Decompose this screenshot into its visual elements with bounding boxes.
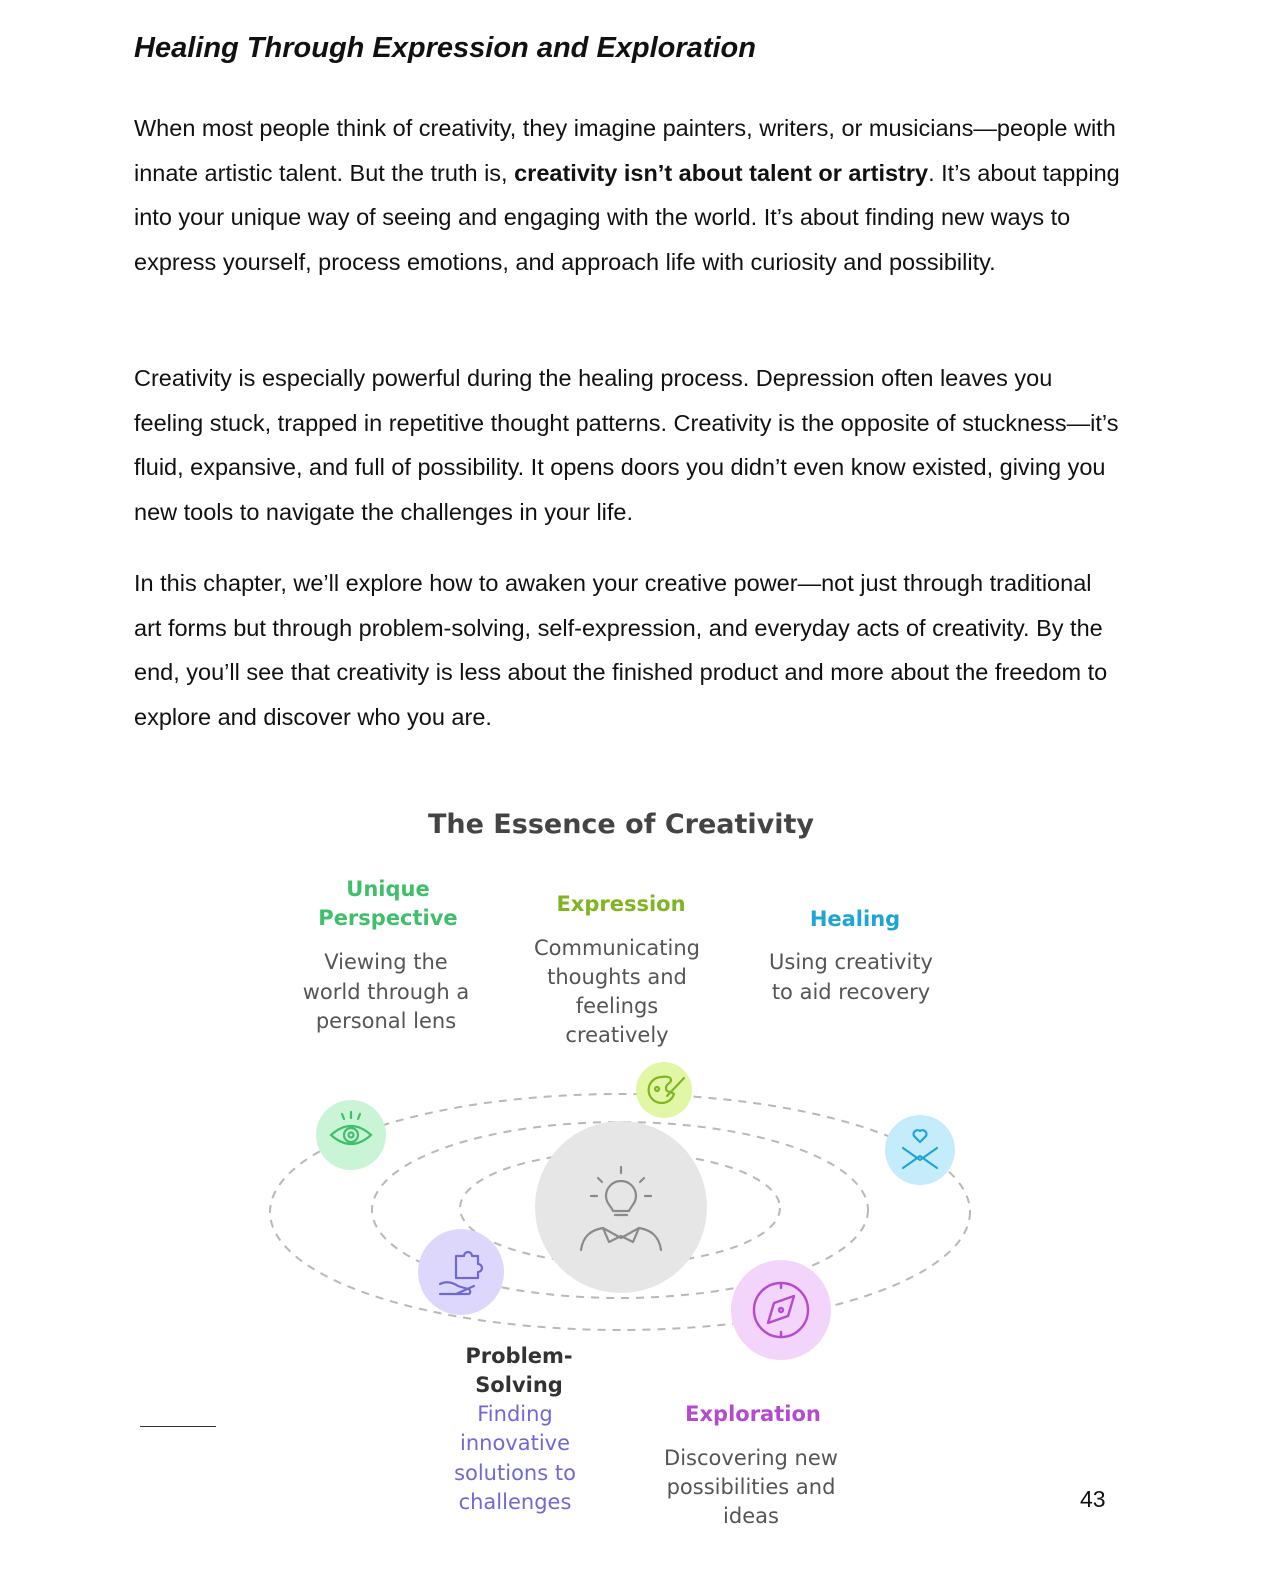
problem-solving-title-2: Solving xyxy=(475,1373,563,1397)
problem-solving-desc: Finding xyxy=(477,1402,553,1426)
section-heading: Healing Through Expression and Exploration xyxy=(134,32,756,64)
unique-perspective-title: Unique xyxy=(346,877,430,901)
unique-perspective-desc: personal lens xyxy=(315,1009,457,1033)
footnote-divider xyxy=(140,1426,216,1427)
paragraph-2: Creativity is especially powerful during the healing process. Depression often leaves you feeling stuck, trapped in repetitive thought patterns. Creativity is the opposite of stuckness—it’s fluid, expansive, and full of possibility. It opens doors you didn’t even know existed, giving you new tools to navigate the challenges in your life. xyxy=(134,365,1119,525)
unique-perspective-title-2: Perspective xyxy=(318,906,458,930)
expression-desc: creatively xyxy=(565,1023,669,1047)
expression-node xyxy=(636,1062,692,1118)
exploration-node xyxy=(731,1260,831,1360)
healing-node xyxy=(885,1115,955,1185)
exploration-desc: Discovering new xyxy=(664,1446,838,1470)
diagram-title: The Essence of Creativity xyxy=(427,809,815,840)
paragraph-1-text-end: . It’s about tapping into your unique way of seeing and engaging with the world. It’s about finding new ways to express yourself, process emotions, and approach life with curiosity and possibility. xyxy=(134,159,1120,275)
problem-solving-desc: innovative xyxy=(459,1431,571,1455)
problem-solving-node xyxy=(418,1229,504,1315)
page-number: 43 xyxy=(1080,1486,1106,1512)
unique-perspective-node xyxy=(316,1100,386,1170)
expression-title: Expression xyxy=(556,892,686,916)
healing-desc: to aid recovery xyxy=(771,980,931,1004)
healing-title: Healing xyxy=(809,907,901,931)
problem-solving-title: Problem- xyxy=(465,1344,573,1368)
paragraph-1-text: When most people think of creativity, they imagine painters, writers, or musicians—people with innate artistic talent. But the truth is, xyxy=(134,115,1116,186)
problem-solving-desc: challenges xyxy=(458,1490,572,1514)
center-node xyxy=(535,1121,707,1293)
healing-desc: Using creativity xyxy=(769,950,933,974)
expression-desc: feelings xyxy=(575,994,659,1018)
problem-solving-desc: solutions to xyxy=(454,1461,576,1485)
exploration-desc: ideas xyxy=(723,1504,779,1528)
exploration-title: Exploration xyxy=(685,1402,821,1426)
exploration-desc: possibilities and xyxy=(666,1475,836,1499)
unique-perspective-desc: world through a xyxy=(302,980,470,1004)
paragraph-1-bold: creativity isn’t about talent or artistry xyxy=(514,159,929,186)
expression-desc: Communicating xyxy=(533,936,701,960)
expression-desc: thoughts and xyxy=(547,965,687,989)
paragraph-3: In this chapter, we’ll explore how to awaken your creative power—not just through traditional art forms but through problem-solving, self-expression, and everyday acts of creativity. By the end, you’ll see that creativity is less about the finished product and more about the freedom to explore and discover who you are. xyxy=(134,570,1108,730)
unique-perspective-desc: Viewing the xyxy=(324,950,448,974)
